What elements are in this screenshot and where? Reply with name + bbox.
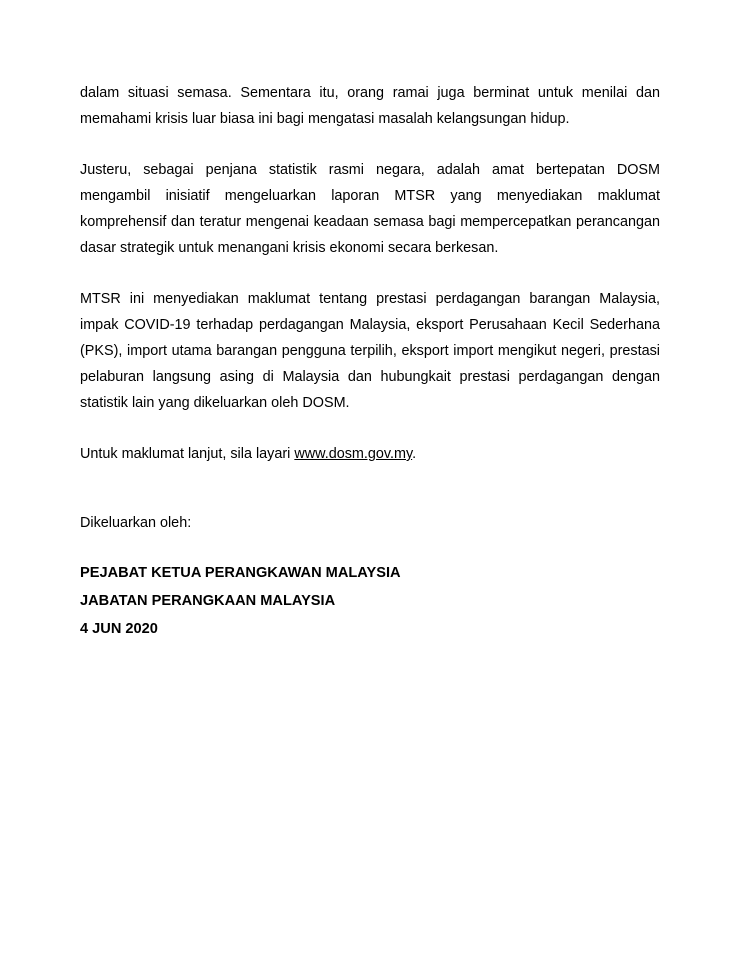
paragraph-mtsr-contents: MTSR ini menyediakan maklumat tentang prestasi perdagangan barangan Malaysia, impak COVID-19 terhadap perdagangan Malaysia, eksport Perusahaan Kecil Sederhana (PKS), import utama barangan pengguna terpilih, eksport import mengikut negeri, prestasi pelaburan langsung asing di Malaysia dan hubungkait prestasi perdagangan dengan statistik lain yang dikeluarkan oleh DOSM. [80,291,660,411]
paragraph-situation: dalam situasi semasa. Sementara itu, orang ramai juga berminat untuk menilai dan memahami krisis luar biasa ini bagi mengatasi masalah kelangsungan hidup. [80,85,660,127]
more-info-prefix: Untuk maklumat lanjut, sila layari [80,446,295,462]
signature-date: 4 JUN 2020 [80,621,158,637]
more-info-suffix: . [412,446,417,462]
signature-block [80,559,660,643]
paragraph-more-info [80,441,660,467]
document-page [80,80,660,643]
paragraph-initiative: Justeru, sebagai penjana statistik rasmi negara, adalah amat bertepatan DOSM mengambil inisiatif mengeluarkan laporan MTSR yang menyediakan maklumat komprehensif dan teratur mengenai keadaan semasa bagi mempercepatkan perancangan dasar strategik untuk menangani krisis ekonomi secara berkesan. [80,162,660,256]
dosm-website-link[interactable]: www.dosm.gov.my [294,446,413,462]
signature-office: PEJABAT KETUA PERANGKAWAN MALAYSIA [80,565,401,581]
issued-by-label: Dikeluarkan oleh: [80,515,192,531]
signature-department: JABATAN PERANGKAAN MALAYSIA [80,593,336,609]
